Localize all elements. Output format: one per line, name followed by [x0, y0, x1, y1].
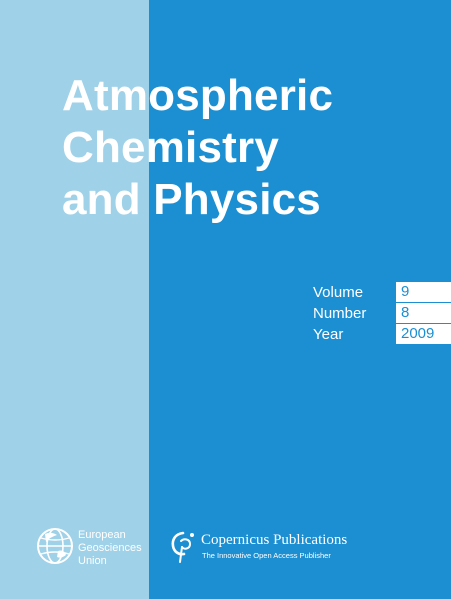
egu-name: [78, 529, 142, 568]
year-value: 2009: [396, 324, 451, 344]
egu-globe-icon: [36, 527, 74, 565]
volume-label: Volume: [313, 284, 364, 301]
title-line-1: Atmospheric: [62, 71, 334, 120]
copernicus-name: Copernicus Publications: [201, 532, 348, 548]
number-row: [313, 303, 451, 324]
year-row: [313, 324, 451, 345]
egu-line-2: Geosciences: [78, 542, 142, 554]
journal-title: [62, 70, 333, 226]
title-line-2: Chemistry: [62, 123, 279, 172]
number-value: 8: [396, 303, 451, 323]
issue-info: [313, 282, 451, 345]
number-label: Number: [313, 305, 367, 322]
copernicus-tagline: The Innovative Open Access Publisher: [202, 551, 331, 560]
volume-row: [313, 282, 451, 303]
egu-line-1: European: [78, 529, 126, 541]
volume-value: 9: [396, 282, 451, 302]
year-label: Year: [313, 326, 344, 343]
copernicus-logo-icon: [170, 530, 197, 564]
title-line-3: and Physics: [62, 175, 321, 224]
egu-line-3: Union: [78, 555, 107, 567]
